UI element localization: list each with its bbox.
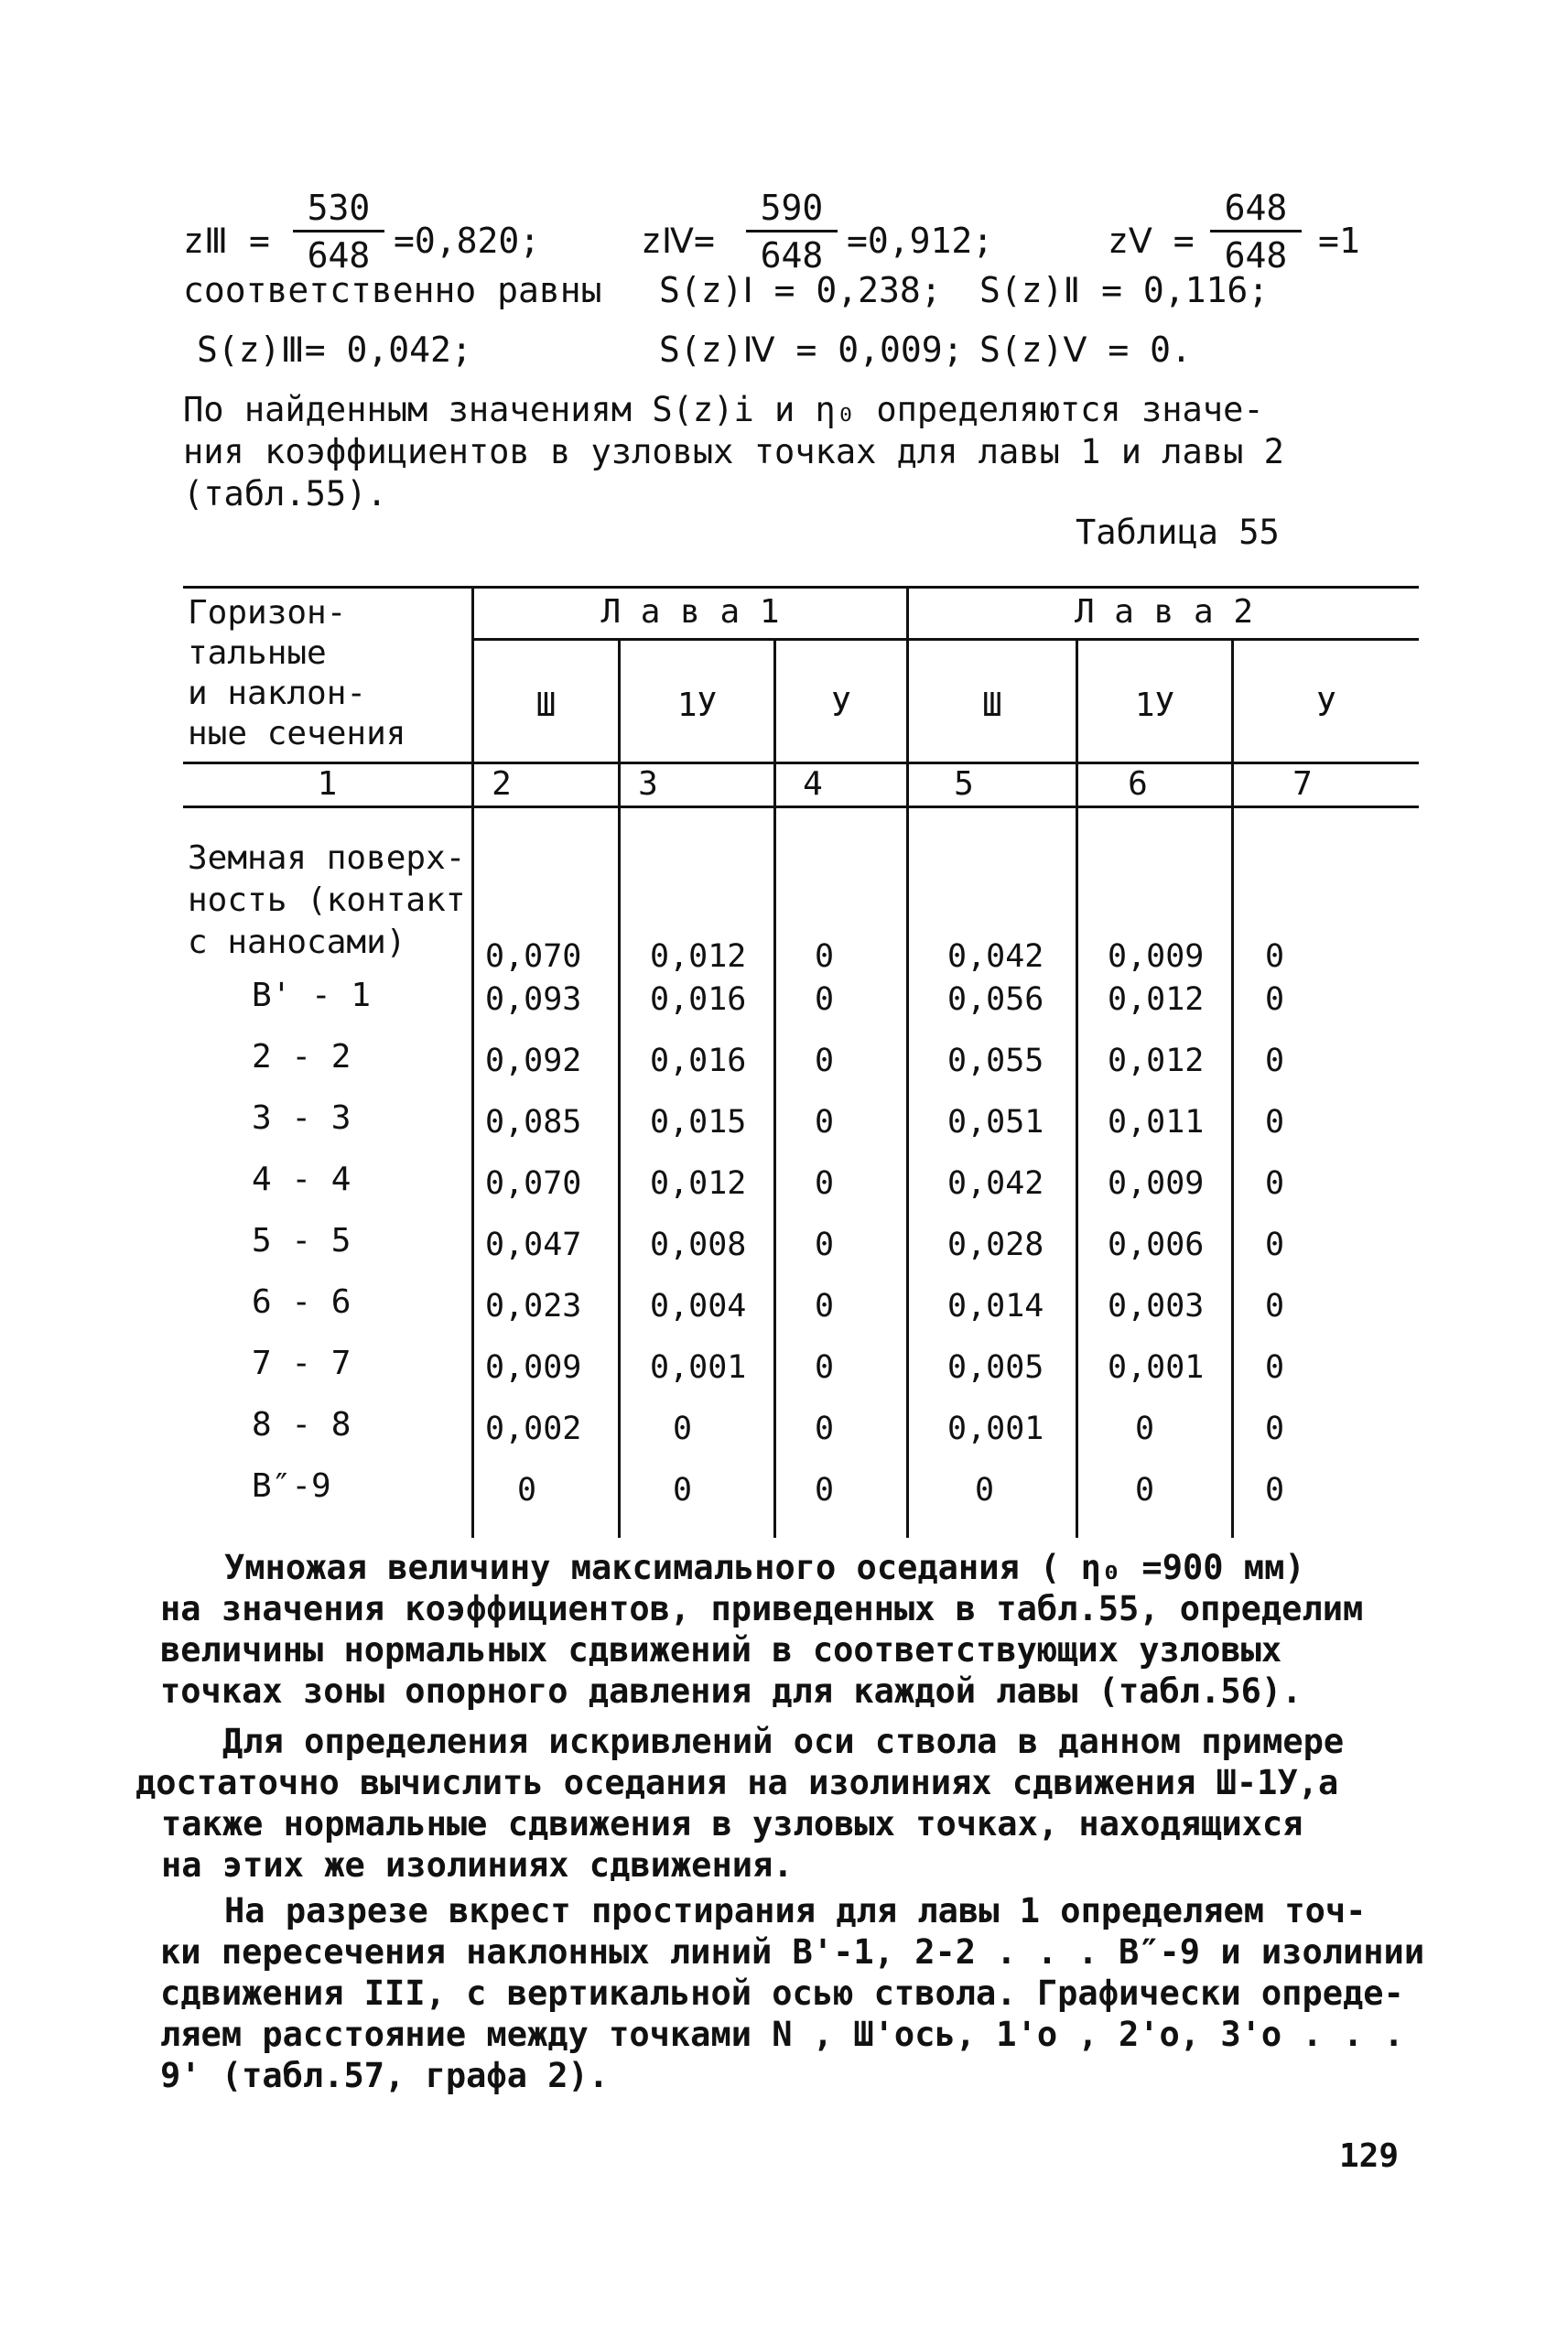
paragraph-line: Для определения искривлений оси ствола в данном примере (222, 1722, 1345, 1761)
group-header-lava2: Л а в а 2 (1074, 593, 1254, 631)
column-number: 7 (1292, 765, 1313, 803)
row-label: 6 - 6 (252, 1283, 351, 1321)
intro-paragraph (183, 389, 1284, 515)
s-value-2: S(z)Ⅱ = 0,116; (979, 270, 1270, 310)
formula-z5-lhs: zⅤ = (1108, 221, 1195, 261)
group-header-lava1: Л а в а 1 (600, 593, 780, 631)
formula-z3-numerator: 530 (307, 188, 371, 228)
table-cell: 0 (1265, 1043, 1285, 1079)
subheader: У (1316, 687, 1336, 724)
table-cell: 0 (673, 1411, 693, 1447)
table-cell: 0,012 (650, 938, 747, 975)
row-label: В' - 1 (252, 977, 372, 1014)
table-cell: 0,009 (1108, 1165, 1205, 1202)
subheader: Ш (535, 687, 557, 724)
row-label: 5 - 5 (252, 1222, 351, 1260)
paragraph-line: на этих же изолиниях сдвижения. (161, 1845, 794, 1885)
paragraph-2 (135, 1721, 1344, 1886)
paragraph-line: ки пересечения наклонных линий В'-1, 2-2 . . . В″-9 и изолинии (160, 1932, 1425, 1972)
fraction-bar (293, 230, 384, 232)
table-cell: 0,093 (485, 981, 582, 1018)
s-value-4: S(z)Ⅳ = 0,009; (659, 330, 964, 370)
paragraph-line: достаточно вычислить оседания на изолиниях сдвижения Ш-1У,а (135, 1763, 1339, 1802)
table-cell: 0 (1135, 1472, 1155, 1509)
table-cell: 0,009 (485, 1349, 582, 1386)
table-cell: 0,001 (650, 1349, 747, 1386)
table-cell: 0,070 (485, 1165, 582, 1202)
table-cell: 0,042 (947, 1165, 1044, 1202)
column-number: 1 (317, 765, 338, 803)
table-cell: 0,042 (947, 938, 1044, 975)
row-label-line: Земная поверх- (188, 839, 466, 877)
table-cell: 0 (815, 1104, 835, 1141)
table-cell: 0,016 (650, 1043, 747, 1079)
table-vrule (906, 586, 909, 1538)
table-cell: 0,004 (650, 1288, 747, 1325)
table-cell: 0,092 (485, 1043, 582, 1079)
table-cell: 0 (1265, 1104, 1285, 1141)
table-cell: 0 (673, 1472, 693, 1509)
table-cell: 0 (1265, 981, 1285, 1018)
coefficients-table (183, 586, 1419, 1538)
s-line1-prefix: соответственно равны (183, 270, 602, 310)
corner-header-line: ные сечения (188, 715, 406, 752)
table-cell: 0 (815, 1349, 835, 1386)
subheader: У (831, 687, 851, 724)
row-label: 8 - 8 (252, 1406, 351, 1444)
table-cell: 0,001 (947, 1411, 1044, 1447)
table-cell: 0,051 (947, 1104, 1044, 1141)
paragraph-line: сдвижения III, с вертикальной осью ствола. Графически опреде- (160, 1974, 1404, 2013)
table-cell: 0 (815, 1411, 835, 1447)
formula-z5-result: =1 (1318, 221, 1360, 261)
table-cell: 0,056 (947, 981, 1044, 1018)
paragraph-1 (160, 1547, 1363, 1712)
table-vrule (471, 586, 474, 1538)
formula-z3-result: =0,820; (394, 221, 541, 261)
table-cell: 0,009 (1108, 938, 1205, 975)
table-cell: 0 (975, 1472, 995, 1509)
row-label: 4 - 4 (252, 1161, 351, 1198)
table-cell: 0,014 (947, 1288, 1044, 1325)
paragraph-line: 9' (табл.57, графа 2). (160, 2056, 610, 2095)
table-cell: 0,047 (485, 1227, 582, 1263)
table-cell: 0,005 (947, 1349, 1044, 1386)
table-cell: 0,015 (650, 1104, 747, 1141)
table-cell: 0,006 (1108, 1227, 1205, 1263)
corner-header-line: Горизон- (188, 594, 347, 632)
table-cell: 0,012 (650, 1165, 747, 1202)
table-cell: 0 (1265, 1288, 1285, 1325)
corner-header (188, 593, 406, 754)
s-value-3: S(z)Ⅲ= 0,042; (197, 330, 472, 370)
table-cell: 0,028 (947, 1227, 1044, 1263)
paragraph-line: на значения коэффициентов, приведенных в табл.55, определим (160, 1589, 1364, 1628)
table-cell: 0 (1265, 1165, 1285, 1202)
row-label: 3 - 3 (252, 1099, 351, 1137)
formula-z4-numerator: 590 (760, 188, 824, 228)
intro-line: ния коэффициентов в узловых точках для лавы 1 и лавы 2 (183, 432, 1284, 471)
formula-z4-lhs: zⅣ= (641, 221, 715, 261)
row-label-line: ность (контакт (188, 881, 466, 919)
table-cell: 0,002 (485, 1411, 582, 1447)
formula-z5-denominator: 648 (1224, 235, 1288, 276)
column-number: 6 (1128, 765, 1148, 803)
column-number: 4 (803, 765, 823, 803)
table-cell: 0,055 (947, 1043, 1044, 1079)
table-cell: 0 (815, 1472, 835, 1509)
formula-z4-result: =0,912; (847, 221, 994, 261)
s-value-5: S(z)Ⅴ = 0. (979, 330, 1192, 370)
column-number: 2 (492, 765, 512, 803)
row-label-line: с наносами) (188, 924, 406, 961)
table-cell: 0 (1265, 1349, 1285, 1386)
table-rule-group (471, 638, 1419, 641)
formula-z4-denominator: 648 (760, 235, 824, 276)
intro-line: По найденным значениям S(z)i и η₀ определяются значе- (183, 390, 1264, 429)
paragraph-line: точках зоны опорного давления для каждой лавы (табл.56). (160, 1671, 1303, 1711)
table-cell: 0 (815, 1227, 835, 1263)
paragraph-line: На разрезе вкрест простирания для лавы 1 определяем точ- (224, 1891, 1367, 1930)
table-cell: 0,011 (1108, 1104, 1205, 1141)
table-cell: 0 (815, 981, 835, 1018)
table-cell: 0 (815, 1043, 835, 1079)
table-cell: 0,001 (1108, 1349, 1205, 1386)
formula-z5-numerator: 648 (1224, 188, 1288, 228)
paragraph-line: величины нормальных сдвижений в соответствующих узловых (160, 1630, 1282, 1670)
subheader: Ш (982, 687, 1002, 724)
fraction-bar (1210, 230, 1302, 232)
row-label: 7 - 7 (252, 1345, 351, 1382)
subheader: 1У (1134, 687, 1175, 724)
table-cell: 0 (1265, 938, 1285, 975)
table-cell: 0,016 (650, 981, 747, 1018)
column-number: 5 (954, 765, 974, 803)
table-cell: 0 (1265, 1411, 1285, 1447)
intro-line: (табл.55). (183, 474, 387, 514)
table-caption: Таблица 55 (1076, 513, 1280, 552)
paragraph-3 (160, 1890, 1424, 2096)
table-cell: 0 (1265, 1227, 1285, 1263)
subheader: 1У (676, 687, 718, 724)
table-cell: 0 (1265, 1472, 1285, 1509)
corner-header-line: и наклон- (188, 675, 367, 712)
formula-z3-lhs: zⅢ = (183, 221, 270, 261)
table-cell: 0 (517, 1472, 537, 1509)
row-label-surface (188, 838, 465, 964)
row-label: В″-9 (252, 1467, 331, 1505)
page-number: 129 (1339, 2137, 1400, 2175)
table-cell: 0 (815, 1288, 835, 1325)
corner-header-line: тальные (188, 634, 327, 672)
table-cell: 0 (815, 938, 835, 975)
paragraph-line: ляем расстояние между точками N , Ш'ось, 1'о , 2'о, 3'о . . . (160, 2015, 1404, 2054)
table-cell: 0,023 (485, 1288, 582, 1325)
formula-z3-denominator: 648 (307, 235, 371, 276)
paragraph-line: также нормальные сдвижения в узловых точках, находящихся (161, 1804, 1303, 1844)
table-cell: 0 (1135, 1411, 1155, 1447)
s-value-1: S(z)Ⅰ = 0,238; (659, 270, 942, 310)
table-cell: 0,012 (1108, 1043, 1205, 1079)
column-number: 3 (638, 765, 658, 803)
table-cell: 0,085 (485, 1104, 582, 1141)
table-cell: 0,012 (1108, 981, 1205, 1018)
paragraph-line: Умножая величину максимального оседания ( η₀ =900 мм) (224, 1548, 1305, 1587)
table-cell: 0,003 (1108, 1288, 1205, 1325)
table-rule-top (183, 586, 1419, 589)
fraction-bar (746, 230, 838, 232)
table-cell: 0,070 (485, 938, 582, 975)
table-cell: 0,008 (650, 1227, 747, 1263)
row-label: 2 - 2 (252, 1038, 351, 1076)
table-cell: 0 (815, 1165, 835, 1202)
